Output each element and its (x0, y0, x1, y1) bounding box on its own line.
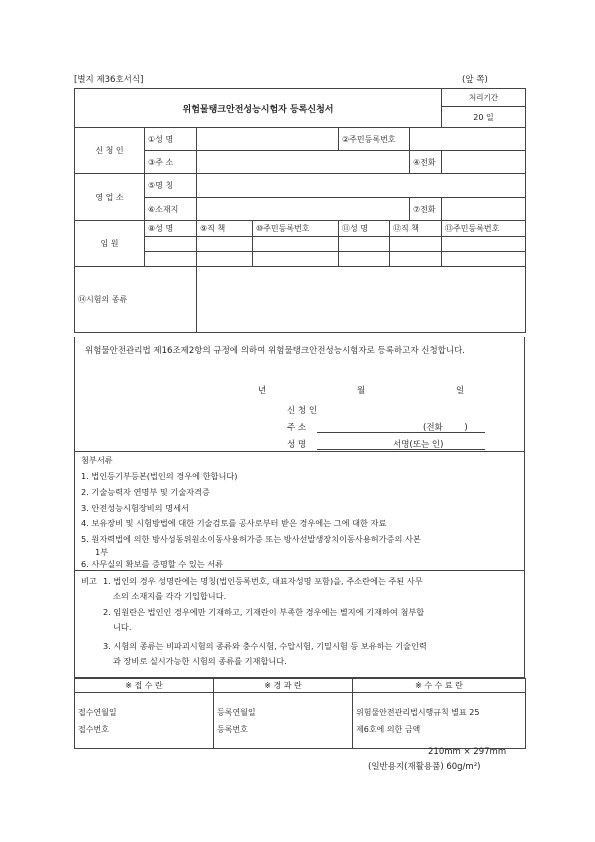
note-item: 1. 법인의 경우 성명란에는 명칭(법인등록번호, 대표자성명 포함)을, 주소란에는 주된 사무 (103, 576, 423, 586)
progress-cell (214, 693, 353, 749)
test-type-field[interactable] (197, 267, 526, 333)
receipt-cell (75, 693, 214, 749)
attachment-item: 2. 기술능력자 연명부 및 기술자격증 (81, 487, 210, 497)
business-phone-field[interactable] (442, 198, 526, 221)
registration-date-label: 등록연월일 (217, 707, 256, 717)
officer-cell[interactable] (390, 252, 442, 267)
note-item-cont: 니다. (113, 622, 132, 632)
declaration-address-label: 주 소 (287, 423, 307, 433)
receipt-header: ※ 접 수 란 (75, 679, 214, 693)
declaration-box (74, 337, 525, 452)
notes-label: 비고 (81, 576, 97, 586)
business-section-label: 영 업 소 (75, 174, 145, 221)
officer-cell[interactable] (442, 237, 526, 252)
applicant-address-field[interactable] (197, 151, 410, 174)
attachment-item: 4. 보유장비 및 시험방법에 대한 기술검토를 공사로부터 받은 경우에는 그에 대한 자료 (81, 518, 387, 528)
officer-cell[interactable] (197, 237, 253, 252)
business-name-label: ⑤명 칭 (145, 174, 197, 198)
declaration-date: 년 월 일 (258, 386, 465, 396)
business-location-label: ⑥소재지 (145, 198, 197, 221)
officer-cell[interactable] (390, 237, 442, 252)
note-item: 2. 임원란은 법인인 경우에만 기재하고, 기재란이 부족한 경우에는 별지에 기재하여 첨부합 (103, 607, 425, 617)
page-side-label: (앞 쪽) (462, 75, 488, 85)
business-name-field[interactable] (197, 174, 526, 198)
applicant-section-label: 신 청 인 (75, 128, 145, 174)
declaration-name-label: 성 명 (287, 440, 307, 450)
form-number: [별지 제36호서식] (74, 75, 144, 85)
attachment-item: 3. 안전성능시험장비의 명세서 (81, 503, 189, 513)
progress-header: ※ 경 과 란 (214, 679, 353, 693)
declaration-applicant: 신 청 인 (287, 406, 318, 416)
fee-rule-cont: 제6호에 의한 금액 (356, 724, 421, 734)
registration-number-label: 등록번호 (217, 724, 248, 734)
applicant-phone-label: ④전화 (410, 151, 442, 174)
receipt-number-label: 접수번호 (78, 724, 109, 734)
notes-box (74, 571, 525, 678)
applicant-rrn-label: ②주민등록번호 (339, 128, 410, 151)
officer-col-rrn-2: ⑬주민등록번호 (442, 221, 526, 237)
attachment-item: 1. 법인등기부등본(법인의 경우에 한합니다) (81, 471, 238, 481)
processing-period-value: 20 일 (442, 107, 526, 128)
applicant-phone-field[interactable] (442, 151, 526, 174)
attachments-title: 첨부서류 (81, 455, 113, 465)
applicant-name-field[interactable] (197, 128, 339, 151)
business-location-field[interactable] (197, 198, 410, 221)
officer-col-position-1: ⑨직 책 (197, 221, 253, 237)
note-item-cont: 과 장비로 실시가능한 시험의 종류를 기재합니다. (113, 656, 287, 666)
officer-cell[interactable] (145, 237, 197, 252)
fee-rule: 위험물안전관리법시행규칙 별표 25 (356, 707, 480, 717)
officer-cell[interactable] (253, 237, 339, 252)
business-phone-label: ⑦전화 (410, 198, 442, 221)
applicant-name-label: ①성 명 (145, 128, 197, 151)
officers-section-label: 임 원 (75, 221, 145, 267)
officer-col-name-2: ⑪성 명 (339, 221, 390, 237)
applicant-rrn-field[interactable] (410, 128, 526, 151)
fee-header: ※ 수 수 료 란 (353, 679, 526, 693)
attachment-item: 6. 사무실의 확보를 증명할 수 있는 서류 (81, 559, 224, 569)
paper-size: 210mm × 297mm (428, 747, 507, 757)
processing-period-label: 처리기간 (442, 89, 526, 107)
officer-cell[interactable] (339, 252, 390, 267)
test-type-label: ⑭시험의 종류 (75, 267, 197, 333)
attachments-box (74, 452, 525, 571)
officer-cell[interactable] (145, 252, 197, 267)
receipt-date-label: 접수연월일 (78, 707, 117, 717)
declaration-text: 위험물안전관리법 제16조제2항의 규정에 의하여 위험물탱크안전성능시험자로 등록하고자 신청합니다. (85, 346, 466, 356)
officer-col-position-2: ⑫직 책 (390, 221, 442, 237)
officer-cell[interactable] (253, 252, 339, 267)
note-item: 3. 시험의 종류는 비파괴시험의 종류와 충수시험, 수압시험, 기밀시험 등 보유하는 기술인력 (103, 641, 427, 651)
officer-cell[interactable] (339, 237, 390, 252)
applicant-address-label: ③주 소 (145, 151, 197, 174)
declaration-signature-label: 서명(또는 인) (393, 440, 444, 450)
processing-table (74, 678, 526, 749)
form-title: 위험물탱크안전성능시험자 등록신청서 (75, 89, 442, 128)
officer-col-rrn-1: ⑩주민등록번호 (253, 221, 339, 237)
fee-cell (353, 693, 526, 749)
note-item-cont: 소의 소재지를 각각 기입합니다. (113, 591, 227, 601)
application-form-table (74, 88, 526, 333)
officer-cell[interactable] (197, 252, 253, 267)
paper-spec: (일반용지(재활용품) 60g/m²) (368, 762, 481, 772)
attachment-item: 5. 원자력법에 의한 방사성동위원소이동사용허가증 또는 방사선발생장치이동사용허가증의 사본 (81, 534, 421, 544)
officer-col-name-1: ⑧성 명 (145, 221, 197, 237)
attachment-item-cont: 1부 (95, 547, 109, 557)
officer-cell[interactable] (442, 252, 526, 267)
declaration-phone-label: (전화 ) (423, 423, 468, 433)
